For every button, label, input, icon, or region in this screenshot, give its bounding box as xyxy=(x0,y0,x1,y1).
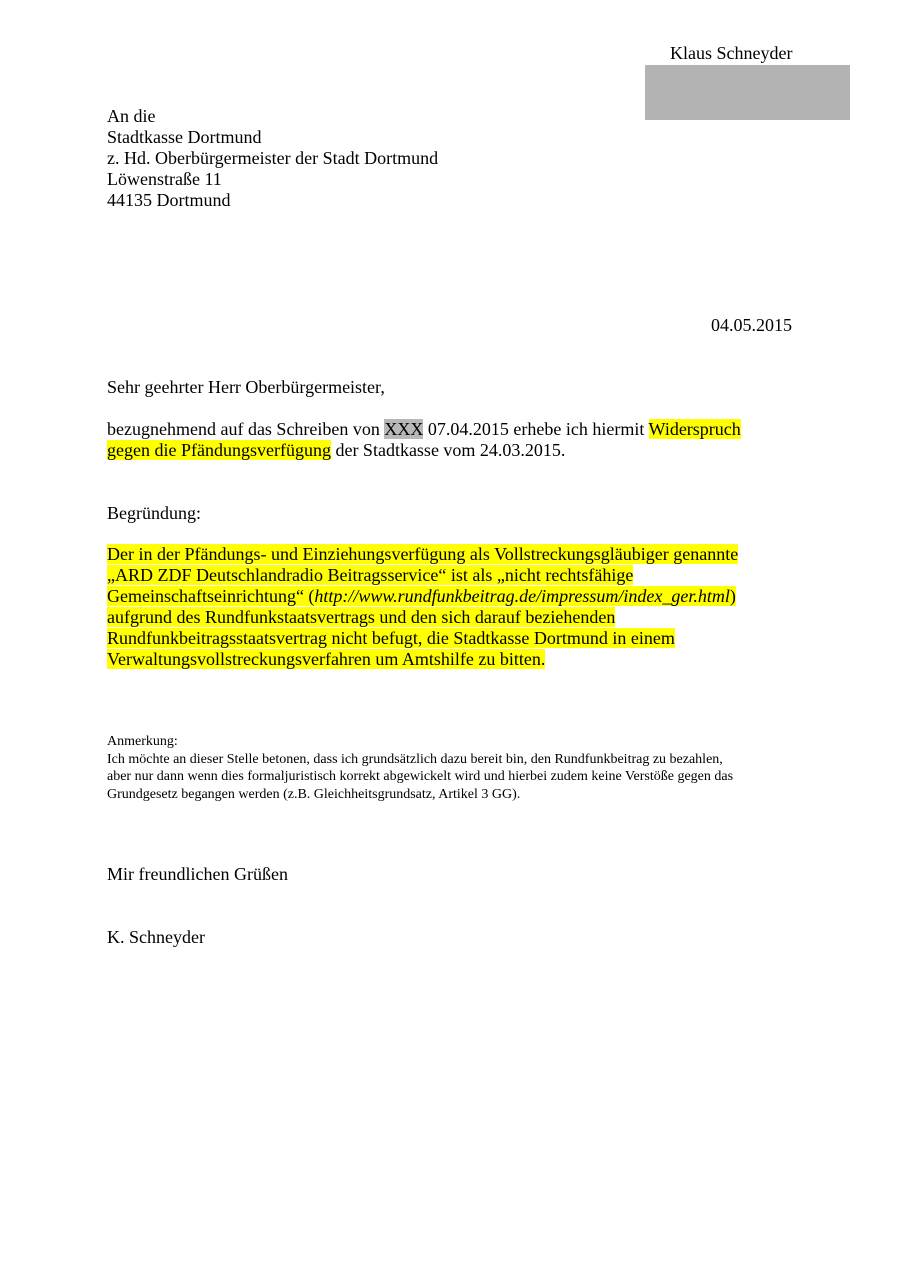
sender-name: Klaus Schneyder xyxy=(670,43,793,63)
intro-text: 07.04.2015 erhebe ich hiermit xyxy=(423,419,649,439)
address-line: An die xyxy=(107,106,156,126)
url-text: http://www.rundfunkbeitrag.de/impressum/index_ger.html xyxy=(314,586,730,606)
reason-paragraph xyxy=(107,544,797,670)
note-line: Grundgesetz begangen werden (z.B. Gleichheitsgrundsatz, Artikel 3 GG). xyxy=(107,786,521,802)
highlighted-text xyxy=(107,586,736,606)
closing-phrase: Mir freundlichen Grüßen xyxy=(107,864,288,884)
letter-date: 04.05.2015 xyxy=(711,315,792,335)
reason-line xyxy=(107,628,797,649)
address-line: Löwenstraße 11 xyxy=(107,169,222,189)
note-section xyxy=(107,733,807,803)
reason-line xyxy=(107,649,797,670)
salutation: Sehr geehrter Herr Oberbürgermeister, xyxy=(107,377,385,397)
reason-line xyxy=(107,544,797,565)
note-line: Ich möchte an dieser Stelle betonen, dass ich grundsätzlich dazu bereit bin, den Rundfunkbeitrag zu bezahlen, xyxy=(107,751,723,767)
intro-paragraph xyxy=(107,419,797,461)
address-line: z. Hd. Oberbürgermeister der Stadt Dortmund xyxy=(107,148,439,168)
reason-line xyxy=(107,607,797,628)
reason-text: ) xyxy=(729,586,736,606)
reason-text: Gemeinschaftseinrichtung“ ( xyxy=(107,586,315,606)
redacted-reference: XXX xyxy=(384,419,424,439)
intro-text: bezugnehmend auf das Schreiben von xyxy=(107,419,385,439)
redacted-sender-address xyxy=(645,65,850,120)
note-heading: Anmerkung: xyxy=(107,734,178,749)
highlighted-text: Der in der Pfändungs- und Einziehungsverfügung als Vollstreckungsgläubiger genannte xyxy=(107,544,739,564)
address-line: 44135 Dortmund xyxy=(107,190,231,210)
highlighted-text: aufgrund des Rundfunkstaatsvertrags und den sich darauf beziehenden xyxy=(107,607,616,627)
reason-line xyxy=(107,586,797,607)
highlighted-text: gegen die Pfändungsverfügung xyxy=(107,440,331,460)
highlighted-text: Rundfunkbeitragsstaatsvertrag nicht befugt, die Stadtkasse Dortmund in einem xyxy=(107,628,675,648)
highlighted-text: „ARD ZDF Deutschlandradio Beitragsservice“ ist als „nicht rechtsfähige xyxy=(107,565,634,585)
intro-line-1 xyxy=(107,419,797,440)
intro-line-2 xyxy=(107,440,797,461)
address-line: Stadtkasse Dortmund xyxy=(107,127,262,147)
signature: K. Schneyder xyxy=(107,927,205,947)
reason-line xyxy=(107,565,797,586)
highlighted-text: Widerspruch xyxy=(648,419,741,439)
recipient-address xyxy=(107,106,438,211)
reason-heading: Begründung: xyxy=(107,503,201,523)
highlighted-text: Verwaltungsvollstreckungsverfahren um Amtshilfe zu bitten. xyxy=(107,649,546,669)
intro-text: der Stadtkasse vom 24.03.2015. xyxy=(330,440,566,460)
note-line: aber nur dann wenn dies formaljuristisch korrekt abgewickelt wird und hierbei zudem keine Verstöße gegen das xyxy=(107,769,734,784)
